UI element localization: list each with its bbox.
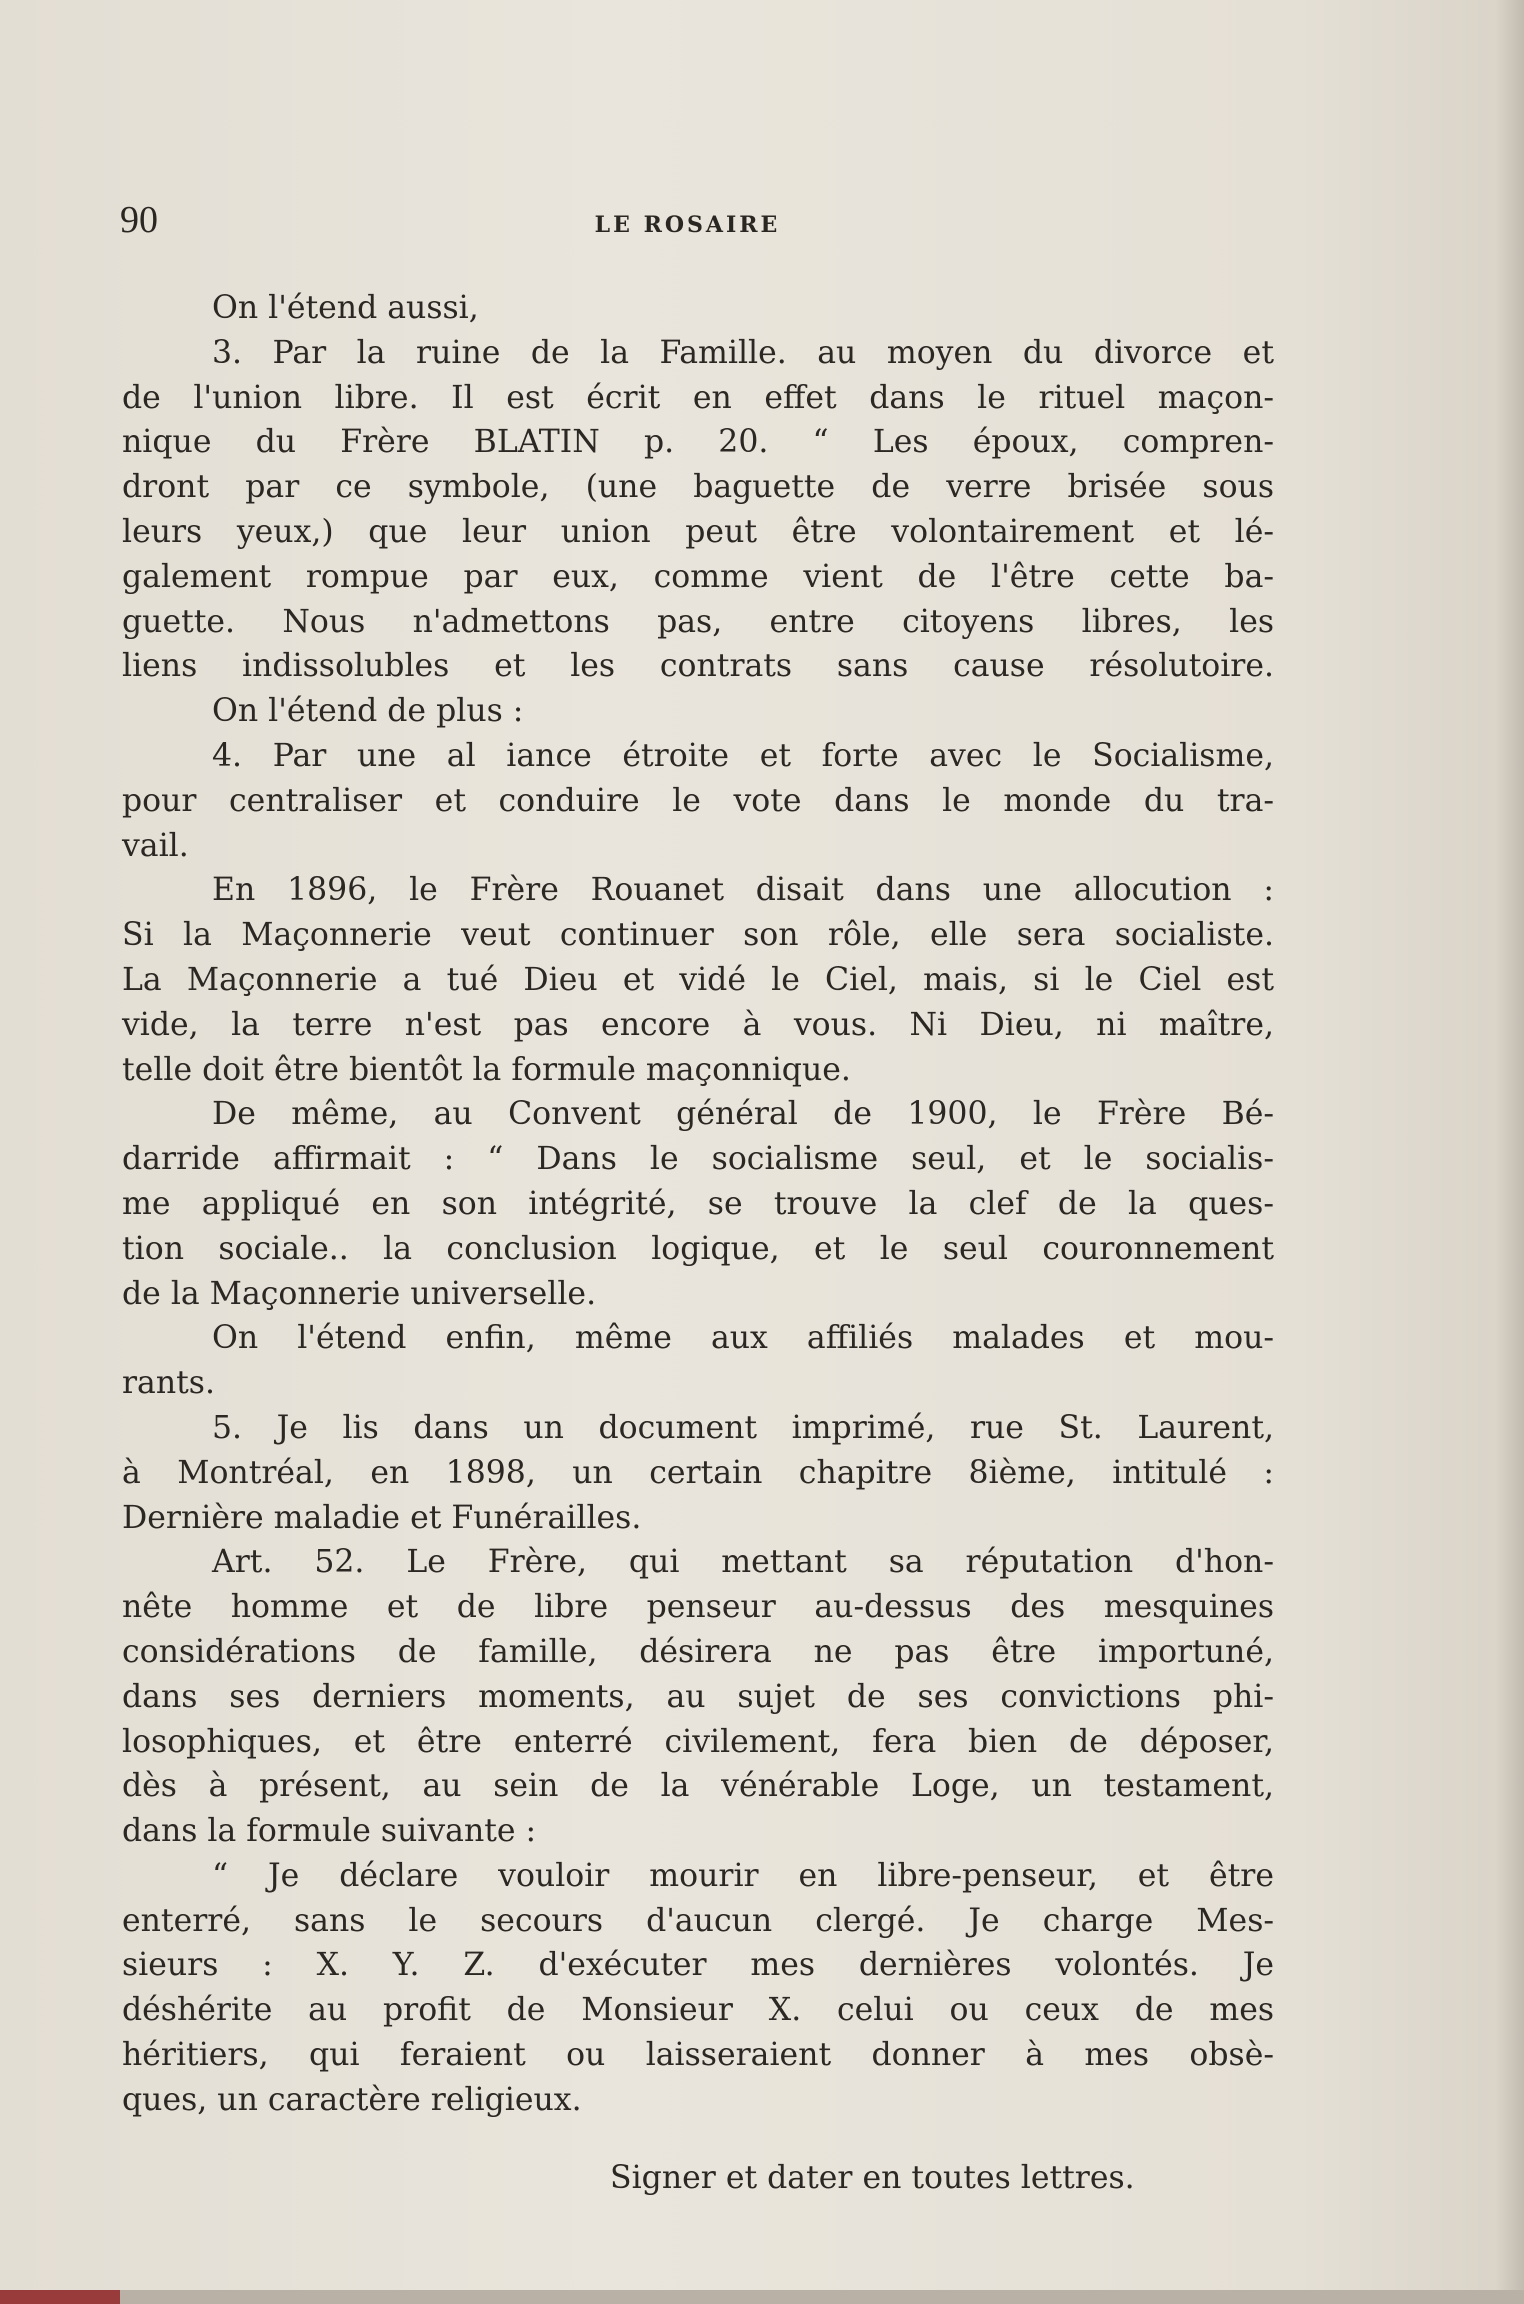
text-line: pour centraliser et conduire le vote dans le monde du tra- xyxy=(122,782,1274,819)
text-line: nique du Frère BLATIN p. 20. “ Les époux, compren- xyxy=(122,424,1274,461)
text-line: 4. Par une al iance étroite et forte avec le Socialisme, xyxy=(212,737,1274,774)
text-line: telle doit être bientôt la formule maçonnique. xyxy=(122,1051,851,1088)
page-edge-shadow xyxy=(1496,0,1524,2304)
text-line: dans ses derniers moments, au sujet de ses convictions phi- xyxy=(122,1678,1274,1715)
text-line: On l'étend de plus : xyxy=(212,693,524,730)
text-line: On l'étend enfin, même aux affiliés malades et mou- xyxy=(212,1320,1274,1357)
page-number: 90 xyxy=(120,199,158,241)
text-line: héritiers, qui feraient ou laisseraient donner à mes obsè- xyxy=(122,2037,1274,2074)
text-line: tion sociale.. la conclusion logique, et le seul couronnement xyxy=(122,1230,1274,1267)
text-line: dront par ce symbole, (une baguette de verre brisée sous xyxy=(122,469,1274,506)
text-line: vail. xyxy=(122,827,189,864)
text-line: 3. Par la ruine de la Famille. au moyen du divorce et xyxy=(212,334,1274,371)
text-line: leurs yeux,) que leur union peut être volontairement et lé- xyxy=(122,513,1274,550)
running-head: LE ROSAIRE xyxy=(594,212,781,238)
page-edge-bottom xyxy=(0,2290,1524,2304)
text-line: En 1896, le Frère Rouanet disait dans une allocution : xyxy=(212,872,1274,909)
text-line: enterré, sans le secours d'aucun clergé. Je charge Mes- xyxy=(122,1902,1274,1939)
text-line: me appliqué en son intégrité, se trouve la clef de la ques- xyxy=(122,1185,1274,1222)
text-line: On l'étend aussi, xyxy=(212,290,479,326)
text-line: De même, au Convent général de 1900, le Frère Bé- xyxy=(212,1096,1274,1133)
text-line: ques, un caractère religieux. xyxy=(122,2081,582,2118)
book-cover-edge xyxy=(0,2290,120,2304)
text-line: déshérite au profit de Monsieur X. celui ou ceux de mes xyxy=(122,1992,1274,2029)
text-line: nête homme et de libre penseur au-dessus des mesquines xyxy=(122,1589,1274,1626)
text-line: considérations de famille, désirera ne pas être importuné, xyxy=(122,1633,1274,1670)
text-line: darride affirmait : “ Dans le socialisme seul, et le socialis- xyxy=(122,1141,1274,1178)
text-line: de l'union libre. Il est écrit en effet dans le rituel maçon- xyxy=(122,379,1274,416)
text-line: La Maçonnerie a tué Dieu et vidé le Ciel, mais, si le Ciel est xyxy=(122,961,1274,998)
signature-instruction: Signer et dater en toutes lettres. xyxy=(610,2160,1135,2196)
text-line: Si la Maçonnerie veut continuer son rôle, elle sera socialiste. xyxy=(122,917,1274,954)
text-line: dès à présent, au sein de la vénérable Loge, un testament, xyxy=(122,1768,1274,1805)
text-line: “ Je déclare vouloir mourir en libre-penseur, et être xyxy=(212,1857,1274,1894)
text-line: dans la formule suivante : xyxy=(122,1813,537,1850)
text-line: rants. xyxy=(122,1365,215,1402)
text-line: Dernière maladie et Funérailles. xyxy=(122,1499,642,1536)
body-text xyxy=(122,286,1274,2123)
text-line: de la Maçonnerie universelle. xyxy=(122,1275,597,1312)
page-header xyxy=(120,198,1255,248)
text-line: vide, la terre n'est pas encore à vous. Ni Dieu, ni maître, xyxy=(122,1006,1274,1043)
text-line: galement rompue par eux, comme vient de l'être cette ba- xyxy=(122,558,1274,595)
text-line: guette. Nous n'admettons pas, entre citoyens libres, les xyxy=(122,603,1274,640)
text-line: 5. Je lis dans un document imprimé, rue St. Laurent, xyxy=(212,1409,1274,1446)
text-line: sieurs : X. Y. Z. d'exécuter mes dernières volontés. Je xyxy=(122,1947,1274,1984)
text-line: losophiques, et être enterré civilement, fera bien de déposer, xyxy=(122,1723,1274,1760)
text-line: à Montréal, en 1898, un certain chapitre 8ième, intitulé : xyxy=(122,1454,1274,1491)
text-line: Art. 52. Le Frère, qui mettant sa réputation d'hon- xyxy=(212,1544,1274,1581)
text-line: liens indissolubles et les contrats sans cause résolutoire. xyxy=(122,648,1274,685)
